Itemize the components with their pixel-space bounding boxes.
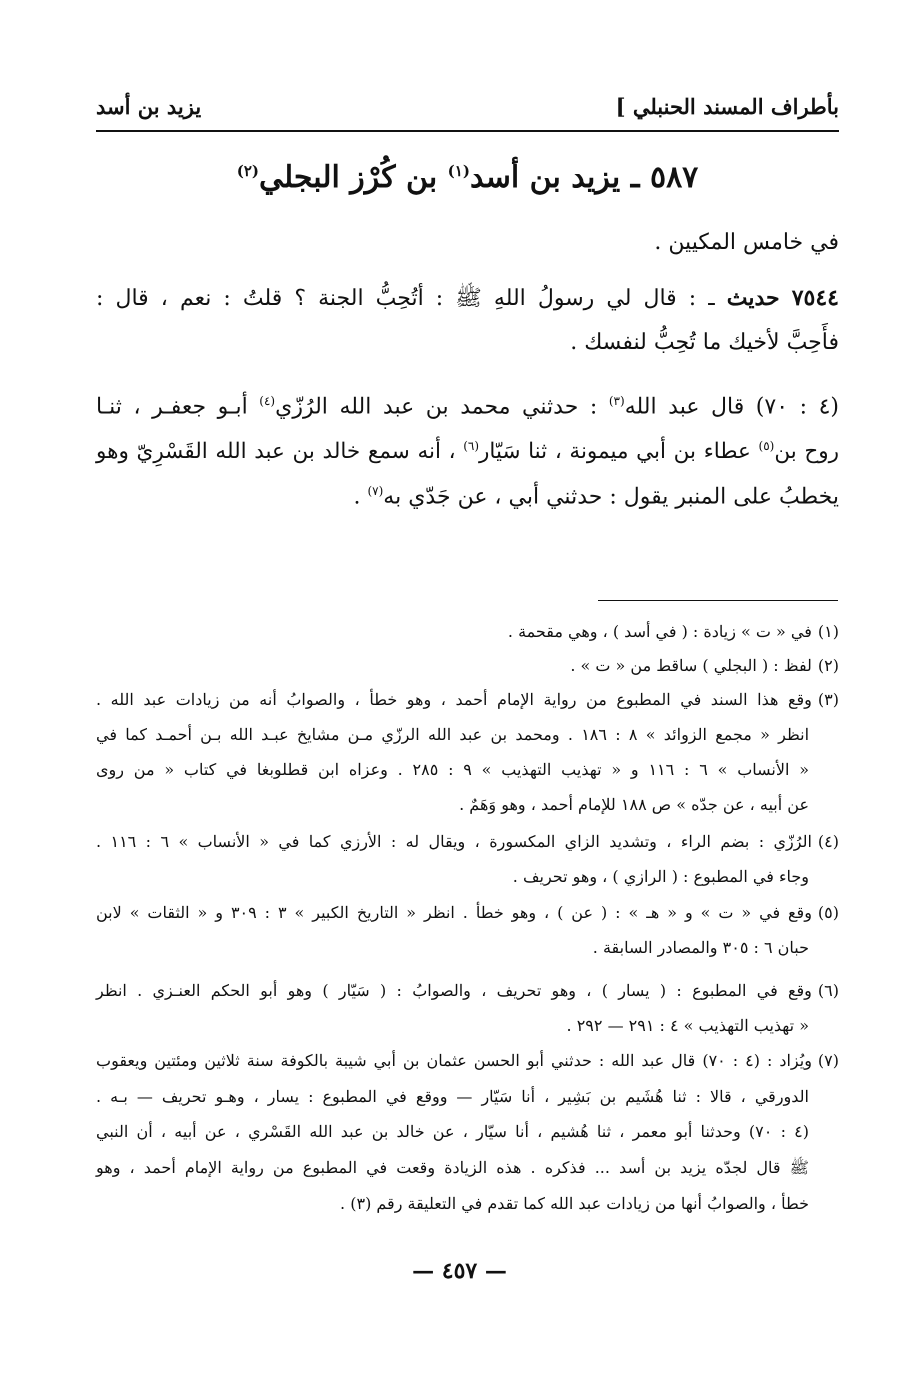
footnote-rule	[598, 600, 838, 601]
hadith-text-1: ـ : قال لي رسولُ اللهِ ﷺ : أتُحِبُّ الجنة ؟ قلتُ : نعم ، قال :	[96, 286, 715, 311]
footnote-ref-3: (٣)	[608, 394, 625, 408]
footnote-ref-1: (١)	[447, 162, 470, 180]
footnote-text: في « ت » زيادة : ( في أسد ) ، وهي مقحمة .	[507, 622, 812, 641]
isnad-line-3	[96, 485, 839, 508]
isnad-text-3b: .	[353, 484, 361, 510]
entry-title	[96, 160, 839, 195]
footnote-number: (٧)	[817, 1051, 840, 1070]
footnote-3-line-4: عن أبيه ، عن جدّه » ص ١٨٨ للإمام أحمد ، وهو وَهَمٌ .	[459, 795, 809, 814]
footnote-3-line-3: « الأنساب » ٦ : ١١٦ و « تهذيب التهذيب » ٩ : ٢٨٥ . وعزاه ابن قطلوبغا في كتاب « من روى	[96, 760, 810, 779]
entry-name-a: يزيد بن أسد	[469, 160, 621, 195]
footnote-number: (٥)	[817, 903, 840, 922]
footnote-text: وقع في « ت » و « هـ » : ( عن ) ، وهو خطأ . انظر « التاريخ الكبير » ٣ : ٣٠٩ و « الثقات » لابن	[96, 903, 812, 922]
isnad-text-1b: : حدثني محمد بن عبد الله الرُزّي	[275, 394, 598, 420]
footnote-text: لفظ : ( البجلي ) ساقط من « ت » .	[570, 656, 812, 675]
entry-number: ٥٨٧	[649, 160, 699, 195]
isnad-text-1c: أبـو جعفـر ، ثنـا	[96, 394, 248, 420]
footnote-ref-4: (٤)	[259, 394, 276, 408]
footnote-number: (٣)	[817, 690, 839, 709]
footnote-5-line-2: حبان ٦ : ٣٠٥ والمصادر السابقة .	[592, 938, 809, 957]
footnote-number: (٢)	[817, 656, 839, 675]
footnote-1	[96, 624, 839, 640]
footnote-4	[96, 834, 839, 850]
footnote-5	[96, 905, 839, 921]
isnad-text-2c: ، أنه سمع خالد بن عبد الله القَسْرِيّ وهو	[96, 439, 456, 465]
page-number: — ٤٥٧ —	[412, 1258, 507, 1284]
footnote-2	[96, 658, 839, 674]
footnote-6	[96, 983, 839, 999]
footnote-7-line-2: الدورقي ، قالا : ثنا هُشَيم بن بَشِير ، أنا سَيّار — ووقع في المطبوع : يسار ، وهـو تحريف — بـه .	[96, 1087, 809, 1106]
footnote-7-line-5: خطأ ، والصوابُ أنها من زيادات عبد الله كما تقدم في التعليقة رقم (٣) .	[340, 1194, 809, 1213]
footnote-number: (٤)	[817, 832, 840, 851]
footnote-3-line-2: انظر « مجمع الزوائد » ٨ : ١٨٦ . ومحمد بن عبد الله الرزّي مـن مشايخ عبـد الله بـن أحمـد كما في	[96, 725, 810, 744]
footnote-4-line-2: وجاء في المطبوع : ( الرازي ) ، وهو تحريف .	[512, 867, 809, 886]
intro-line: في خامس المكيين .	[654, 230, 839, 255]
isnad-text-3a: يخطبُ على المنبر يقول : حدثني أبي ، عن جَدّي به	[383, 484, 839, 510]
footnote-7	[96, 1053, 839, 1069]
running-head: يزيد بن أسد	[96, 94, 202, 119]
hadith-label: حديث	[726, 285, 780, 311]
isnad-text-2b: عطاء بن أبي ميمونة ، ثنا سَيّار	[479, 439, 751, 465]
footnote-ref-6: (٦)	[463, 439, 480, 453]
entry-name-b: بن كُرْز البجلي	[258, 160, 438, 195]
page-header	[96, 90, 839, 132]
footnote-number: (١)	[817, 622, 839, 641]
footnote-3	[96, 692, 839, 708]
footnote-text: وقع في المطبوع : ( يسار ) ، وهو تحريف ، والصوابُ : ( سَيّار ) وهو أبو الحكم العنـزي . انظر	[96, 981, 812, 1000]
book-title: بأطراف المسند الحنبلي ]	[615, 94, 839, 119]
hadith-number: ٧٥٤٤	[791, 285, 839, 311]
isnad-text-1a: (٤ : ٧٠) قال عبد الله	[624, 394, 839, 420]
entry-dash: ـ	[630, 160, 640, 195]
footnote-text: ويُزاد : (٤ : ٧٠) قال عبد الله : حدثني أبو الحسن عثمان بن أبي شيبة بالكوفة سنة ثلاثين ومئتين ويعقوب	[96, 1051, 812, 1070]
isnad-line-2	[96, 440, 839, 463]
footnote-7-line-3: (٤ : ٧٠) وحدثنا أبو معمر ، ثنا هُشيم ، أنا سيّار ، عن خالد بن عبد الله القَسْري ، عن أبيه ، أن النبي	[96, 1122, 810, 1141]
footnote-ref-2: (٢)	[236, 162, 259, 180]
footnote-number: (٦)	[817, 981, 839, 1000]
footnote-text: الرُزّي : بضم الراء ، وتشديد الزاي المكسورة ، ويقال له : الأرزي كما في « الأنساب » ٦ : ١١٦ .	[96, 832, 812, 851]
footnote-ref-7: (٧)	[367, 484, 384, 498]
hadith-line-1	[96, 287, 839, 310]
footnote-ref-5: (٥)	[758, 439, 775, 453]
footnote-6-line-2: « تهذيب التهذيب » ٤ : ٢٩١ — ٢٩٢ .	[566, 1016, 809, 1035]
footnote-7-line-4: ﷺ قال لجدّه يزيد بن أسد ... فذكره . هذه الزيادة وقعت في المطبوع من رواية الإمام أحمد ، وهو	[96, 1158, 809, 1177]
isnad-line-1	[96, 395, 839, 418]
hadith-line-2: فأَحِبَّ لأخيك ما تُحِبُّ لنفسك .	[570, 330, 839, 355]
footnote-text: وقع هذا السند في المطبوع من رواية الإمام أحمد ، وهو خطأ ، والصوابُ أنه من زيادات عبد الله .	[96, 690, 812, 709]
isnad-text-2a: روح بن	[774, 439, 839, 465]
